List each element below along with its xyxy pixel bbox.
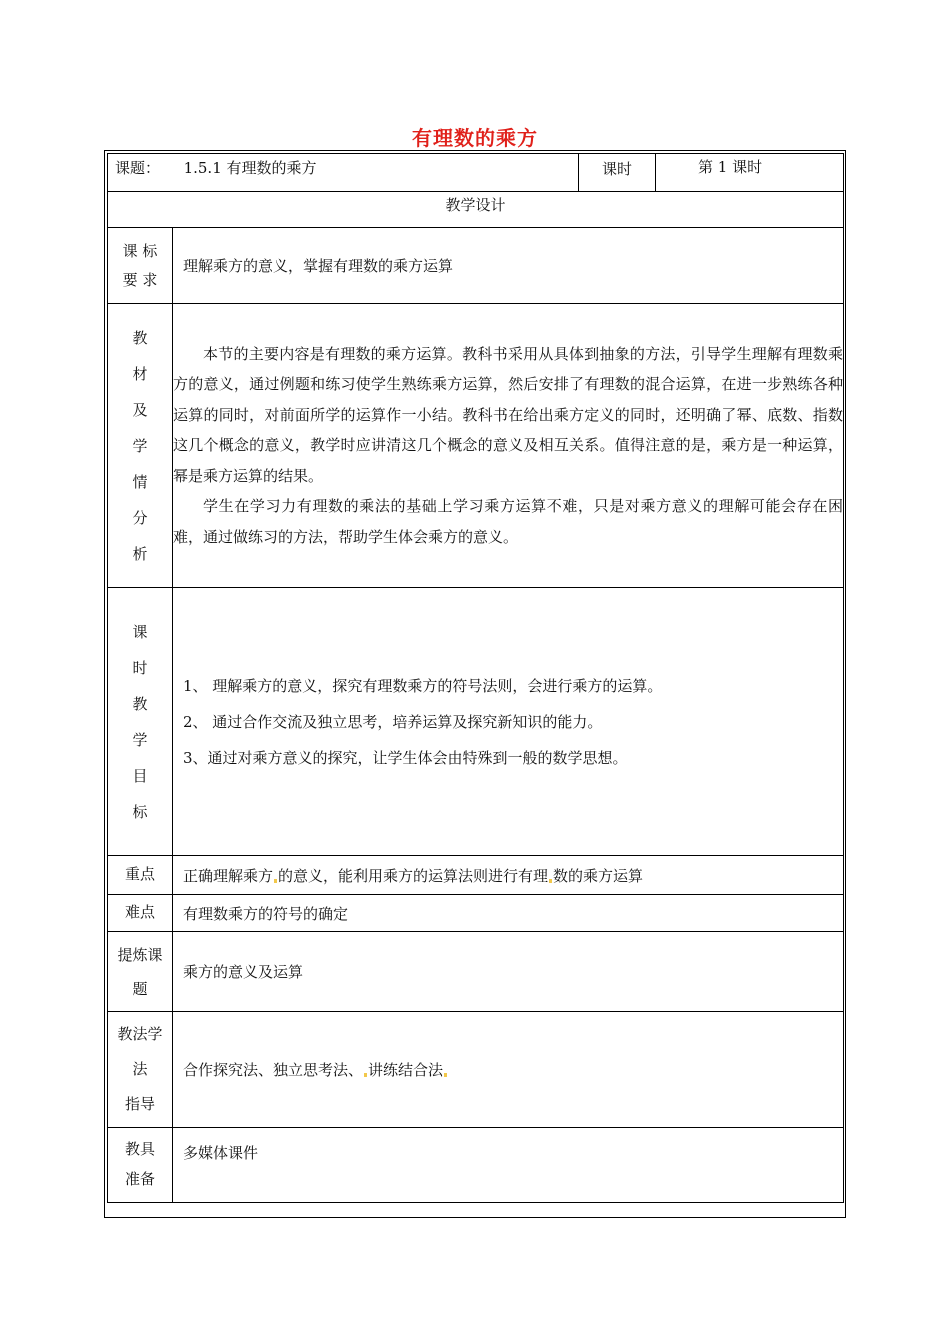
section-heading: 教学设计 <box>108 192 844 228</box>
edit-mark <box>444 1073 447 1077</box>
analysis-content <box>173 304 844 588</box>
objectives-label <box>108 588 173 856</box>
methods-row <box>108 1012 844 1128</box>
curriculum-content: 理解乘方的意义，掌握有理数的乘方运算 <box>173 228 844 304</box>
analysis-label-char: 分 <box>132 508 148 527</box>
objective-item: 1、 理解乘方的意义，探究有理数乘方的符号法则，会进行乘方的运算。 <box>183 676 663 695</box>
tools-label <box>108 1128 173 1203</box>
objective-item: 3、通过对乘方意义的探究，让学生体会由特殊到一般的数学思想。 <box>183 748 628 767</box>
tools-label-line2: 准备 <box>124 1170 155 1188</box>
period-label: 课时 <box>579 154 656 192</box>
objectives-label-char: 标 <box>132 802 148 821</box>
analysis-label-char: 析 <box>132 544 148 563</box>
analysis-label-char: 学 <box>132 436 148 455</box>
objectives-label-char: 教 <box>132 694 148 713</box>
difficulty-label: 难点 <box>108 895 173 932</box>
document-title: 有理数的乘方 <box>412 126 538 150</box>
methods-content <box>173 1012 844 1128</box>
header-row <box>108 154 844 192</box>
section-heading-row <box>108 192 844 228</box>
methods-text-1: 合作探究法、独立思考法、 <box>183 1061 364 1079</box>
objectives-row <box>108 588 844 856</box>
curriculum-label-line1: 课 标 <box>122 241 158 260</box>
difficulty-row <box>108 895 844 932</box>
analysis-paragraph-1: 本节的主要内容是有理数的乘方运算。教科书采用从具体到抽象的方法，引导学生理解有理数乘方的意义，通过例题和练习使学生熟练乘方运算，然后安排了有理数的混合运算，在进一步熟练各种运算的同时，对前面所学的运算作一小结。教科书在给出乘方定义的同时，还明确了幂、底数、指数这几个概念的意义，教学时应讲清这几个概念的意义及相互关系。值得注意的是，乘方是一种运算，幂是乘方运算的结果。 <box>173 344 844 485</box>
analysis-label-char: 情 <box>132 472 148 491</box>
refined-topic-content: 乘方的意义及运算 <box>173 932 844 1012</box>
analysis-row <box>108 304 844 588</box>
methods-label-line3: 指导 <box>124 1095 155 1113</box>
key-point-text-2: 的意义，能利用乘方的运算法则进行有理 <box>278 866 549 885</box>
methods-label <box>108 1012 173 1128</box>
key-point-label: 重点 <box>108 856 173 895</box>
objectives-label-char: 目 <box>132 766 148 785</box>
edit-mark <box>274 879 277 883</box>
lesson-plan-table <box>107 153 844 1203</box>
refined-topic-row <box>108 932 844 1012</box>
objectives-label-char: 时 <box>132 658 148 677</box>
analysis-paragraph-2: 学生在学习力有理数的乘法的基础上学习乘方运算不难，只是对乘方意义的理解可能会存在困难，通过做练习的方法，帮助学生体会乘方的意义。 <box>173 497 844 546</box>
curriculum-label-line2: 要 求 <box>122 270 158 289</box>
methods-label-line1: 教法学 <box>117 1025 163 1043</box>
refined-topic-label <box>108 932 173 1012</box>
refined-topic-label-line1: 提炼课 <box>117 945 163 964</box>
key-point-text-3: 数的乘方运算 <box>553 866 644 885</box>
topic-cell <box>108 154 579 192</box>
tools-content: 多媒体课件 <box>173 1128 844 1203</box>
analysis-label-char: 教 <box>132 328 148 347</box>
objectives-label-char: 课 <box>132 622 148 641</box>
edit-mark <box>364 1073 367 1077</box>
objective-item: 2、 通过合作交流及独立思考，培养运算及探究新知识的能力。 <box>183 712 603 731</box>
topic-value: 1.5.1 有理数的乘方 <box>183 159 317 177</box>
objectives-content <box>173 588 844 856</box>
methods-text-2: 讲练结合法 <box>368 1061 444 1079</box>
refined-topic-label-line2: 题 <box>132 979 148 998</box>
analysis-label-char: 及 <box>132 400 148 419</box>
topic-label: 课题： <box>115 159 161 177</box>
key-point-text-1: 正确理解乘方 <box>183 866 274 885</box>
analysis-label <box>108 304 173 588</box>
edit-mark <box>549 879 552 883</box>
objectives-label-char: 学 <box>132 730 148 749</box>
curriculum-row <box>108 228 844 304</box>
tools-label-line1: 教具 <box>124 1140 155 1158</box>
key-point-content <box>173 856 844 895</box>
difficulty-content: 有理数乘方的符号的确定 <box>173 895 844 932</box>
tools-row <box>108 1128 844 1203</box>
curriculum-label <box>108 228 173 304</box>
key-point-row <box>108 856 844 895</box>
period-value: 第 1 课时 <box>656 154 844 192</box>
analysis-label-char: 材 <box>132 364 148 383</box>
methods-label-line2: 法 <box>132 1060 148 1078</box>
